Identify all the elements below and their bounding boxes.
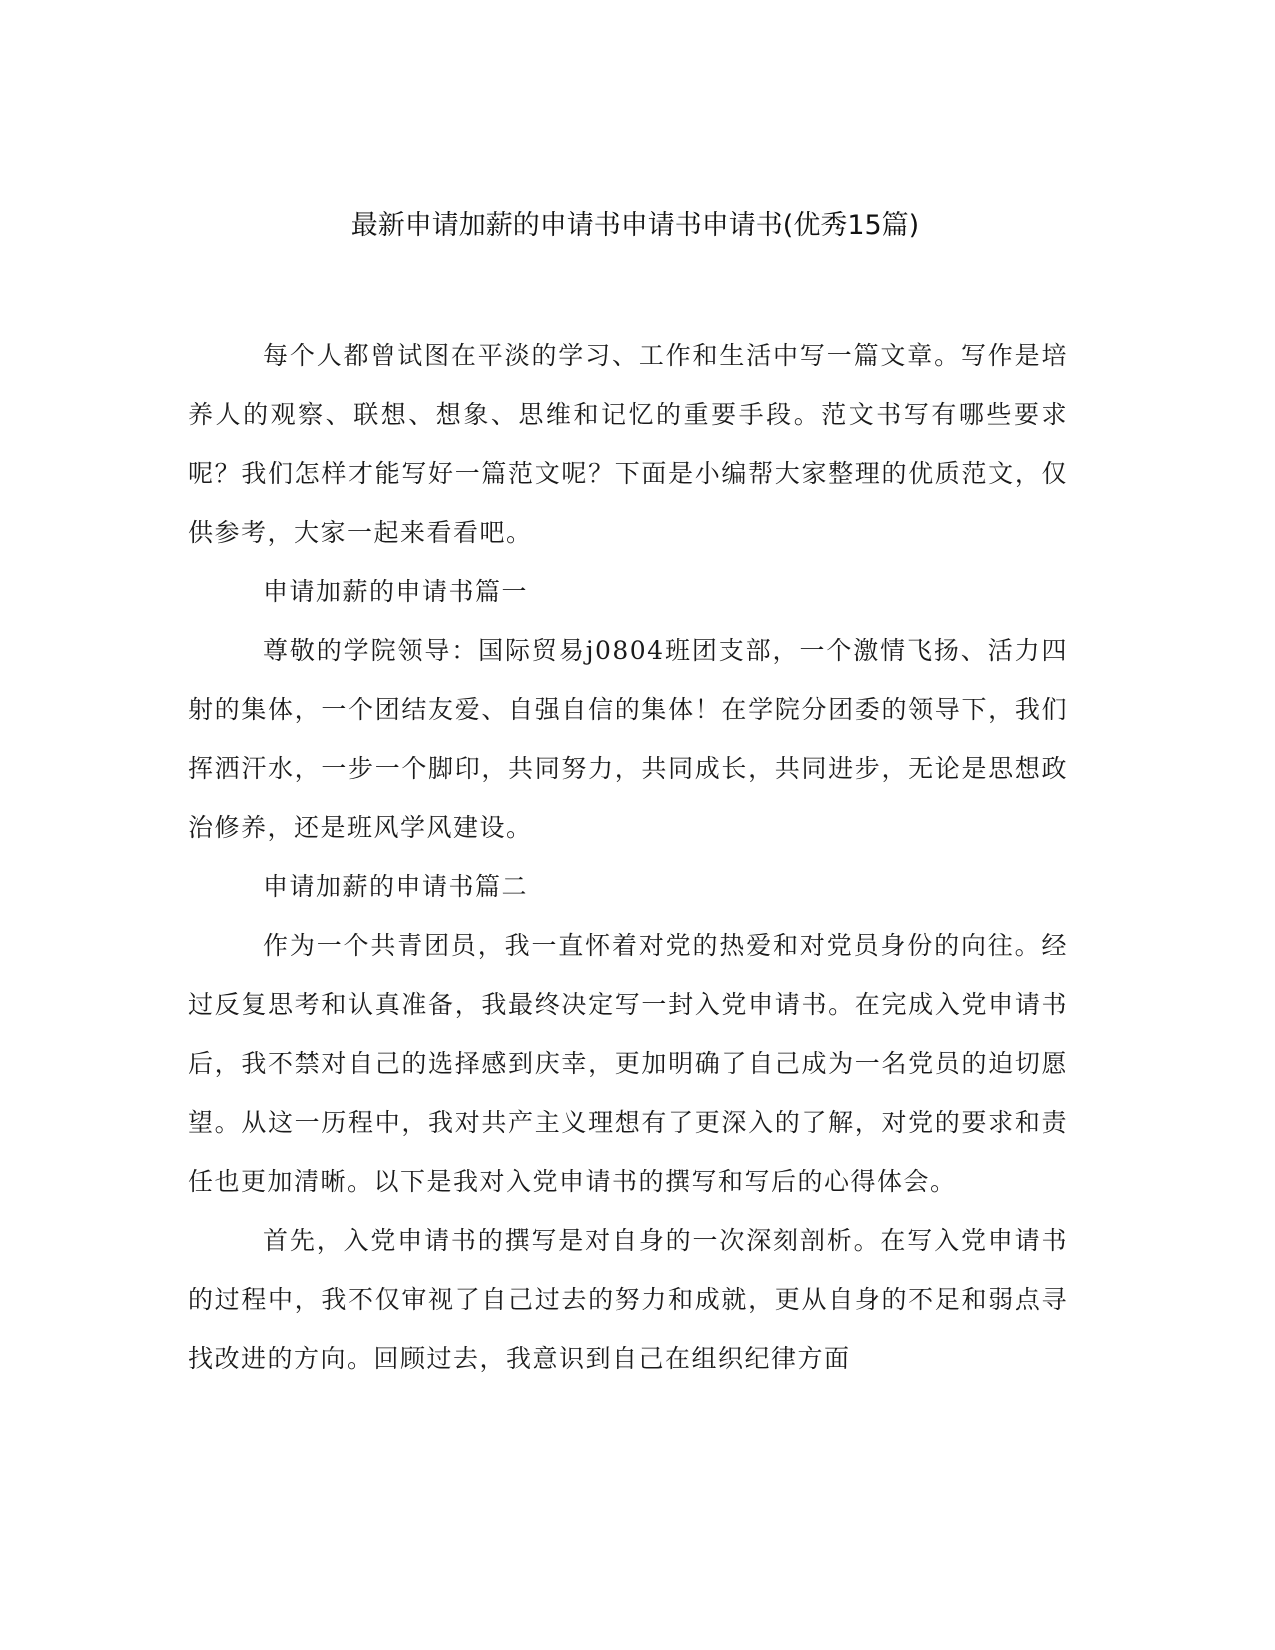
body-paragraph: 尊敬的学院领导：国际贸易j0804班团支部，一个激情飞扬、活力四射的集体，一个团结友爱、自强自信的集体！在学院分团委的领导下，我们挥洒汗水，一步一个脚印，共同努力，共同成长，共同进步，无论是思想政治修养，还是班风学风建设。 xyxy=(188,636,1068,842)
document-body xyxy=(188,326,1068,1388)
section-heading-1: 申请加薪的申请书篇一 xyxy=(263,577,529,606)
intro-paragraph: 每个人都曾试图在平淡的学习、工作和生活中写一篇文章。写作是培养人的观察、联想、想象、思维和记忆的重要手段。范文书写有哪些要求呢？我们怎样才能写好一篇范文呢？下面是小编帮大家整理的优质范文，仅供参考，大家一起来看看吧。 xyxy=(188,341,1068,547)
document-title: 最新申请加薪的申请书申请书申请书(优秀15篇) xyxy=(350,210,920,241)
body-paragraph: 首先，入党申请书的撰写是对自身的一次深刻剖析。在写入党申请书的过程中，我不仅审视了自己过去的努力和成就，更从自身的不足和弱点寻找改进的方向。回顾过去，我意识到自己在组织纪律方面 xyxy=(188,1226,1068,1373)
section-heading-2: 申请加薪的申请书篇二 xyxy=(263,872,529,901)
body-paragraph: 作为一个共青团员，我一直怀着对党的热爱和对党员身份的向往。经过反复思考和认真准备，我最终决定写一封入党申请书。在完成入党申请书后，我不禁对自己的选择感到庆幸，更加明确了自己成为一名党员的迫切愿望。从这一历程中，我对共产主义理想有了更深入的了解，对党的要求和责任也更加清晰。以下是我对入党申请书的撰写和写后的心得体会。 xyxy=(188,931,1068,1196)
